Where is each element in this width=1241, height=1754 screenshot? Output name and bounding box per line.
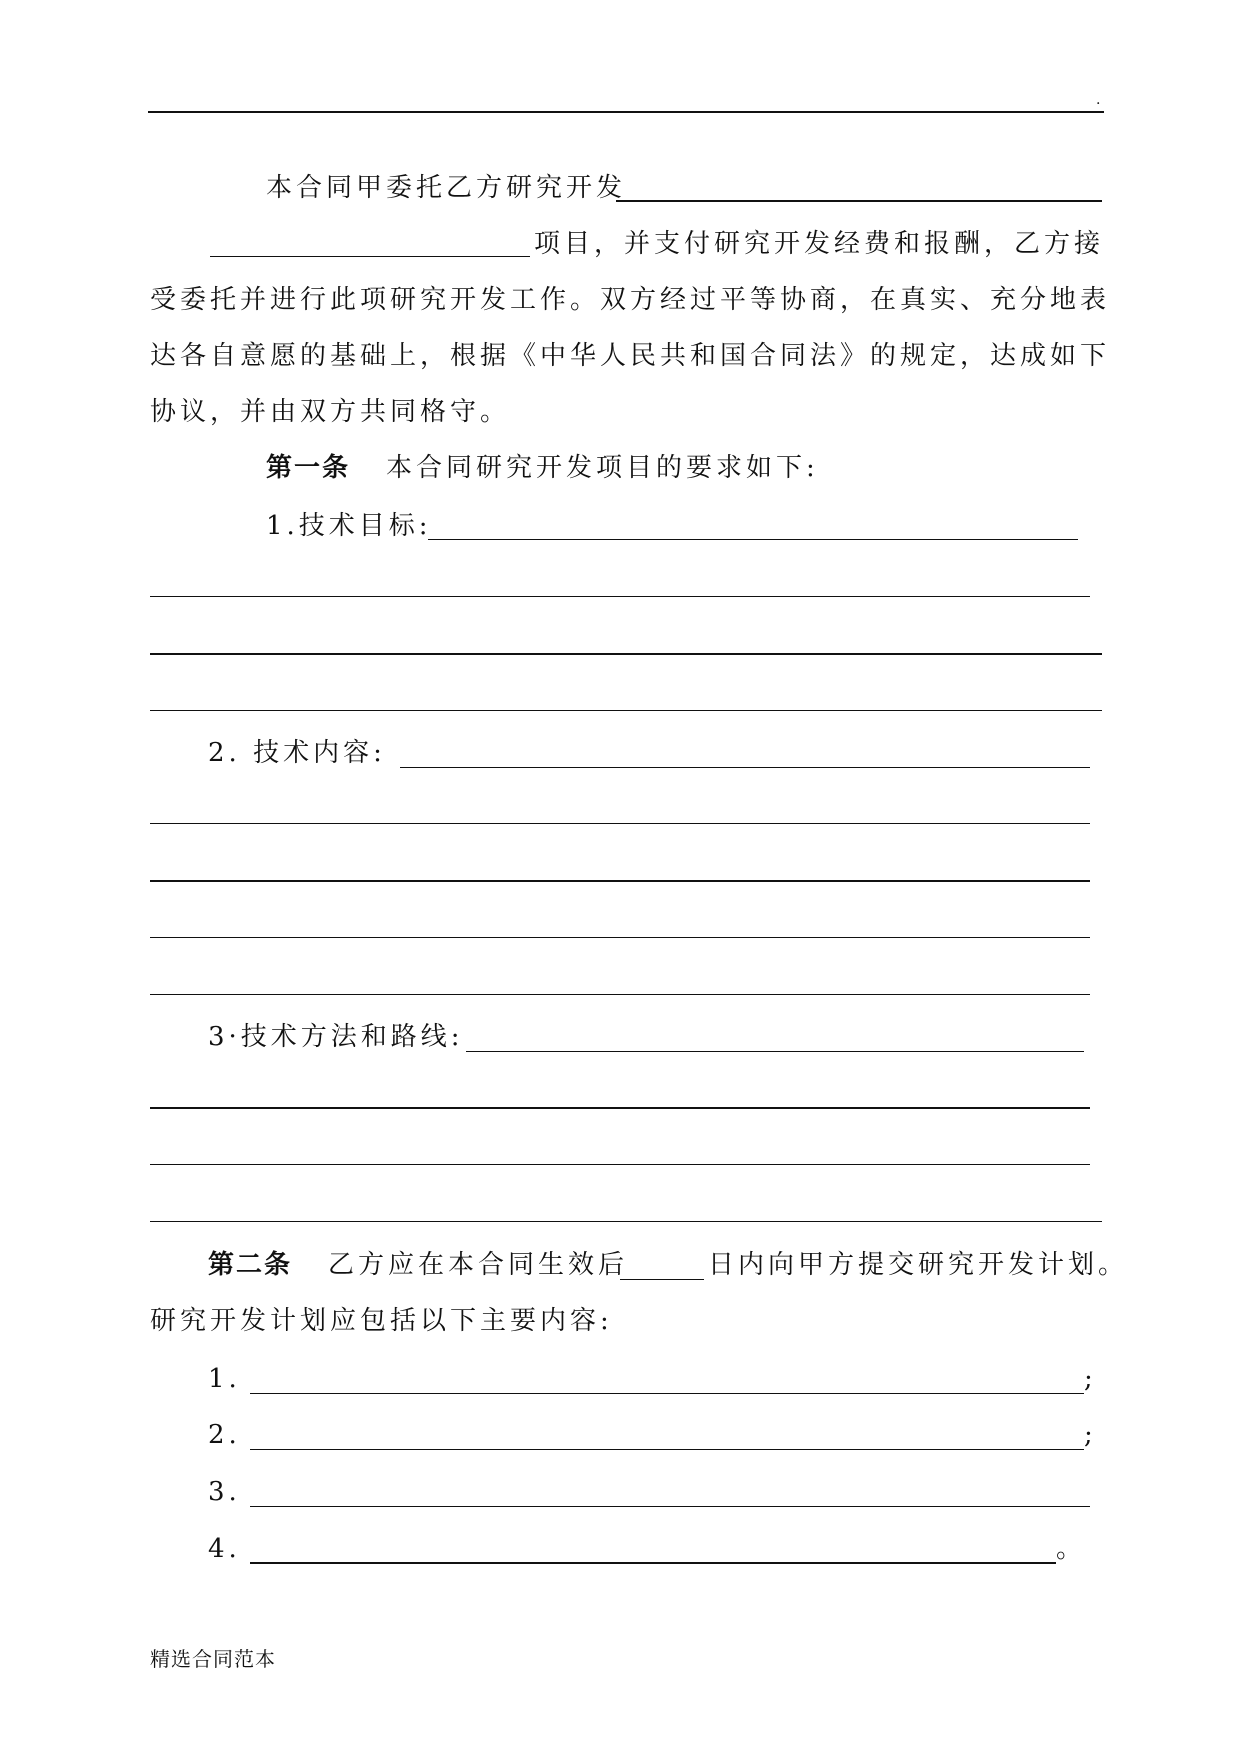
plan-item-1-num: 1.: [208, 1364, 241, 1394]
blank-tech-goal-2[interactable]: [150, 596, 1090, 597]
intro-line-3: 受委托并进行此项研究开发工作。双方经过平等协商，在真实、充分地表: [150, 285, 1111, 315]
item3-label: 3·技术方法和路线:: [208, 1022, 464, 1052]
blank-project-name-2[interactable]: [210, 256, 530, 257]
plan-item-2-num: 2.: [208, 1420, 241, 1450]
article2-text-after: 日内向甲方提交研究开发计划。: [708, 1250, 1129, 1280]
header-mark: .: [1096, 92, 1101, 108]
article2-heading: 第二条: [208, 1250, 293, 1280]
blank-tech-goal-4[interactable]: [150, 710, 1102, 711]
blank-tech-content-2[interactable]: [150, 823, 1090, 824]
article2-text-before: 乙方应在本合同生效后: [328, 1250, 629, 1280]
blank-tech-content-1[interactable]: [400, 767, 1090, 768]
blank-plan-item-3[interactable]: [250, 1506, 1090, 1507]
blank-days[interactable]: [620, 1279, 704, 1280]
intro-line-4: 达各自意愿的基础上，根据《中华人民共和国合同法》的规定，达成如下: [150, 341, 1111, 371]
article1-text: 本合同研究开发项目的要求如下:: [386, 453, 819, 483]
blank-tech-goal-1[interactable]: [428, 539, 1078, 540]
blank-plan-item-4[interactable]: [250, 1562, 1056, 1564]
item1-label: 1.技术目标:: [266, 511, 432, 541]
footer-text: 精选合同范本: [150, 1647, 276, 1671]
blank-tech-goal-3[interactable]: [150, 653, 1102, 655]
blank-plan-item-1[interactable]: [250, 1393, 1084, 1394]
blank-tech-content-3[interactable]: [150, 880, 1090, 882]
blank-tech-method-1[interactable]: [466, 1051, 1084, 1052]
intro-line-5: 协议，并由双方共同格守。: [150, 397, 511, 427]
plan-item-4-end: 。: [1056, 1534, 1087, 1564]
blank-tech-content-4[interactable]: [150, 937, 1090, 938]
blank-tech-method-3[interactable]: [150, 1164, 1090, 1165]
blank-tech-method-4[interactable]: [150, 1221, 1102, 1222]
blank-tech-method-2[interactable]: [150, 1107, 1090, 1109]
intro-line-1: 本合同甲委托乙方研究开发: [266, 173, 627, 203]
plan-item-4-num: 4.: [208, 1534, 241, 1564]
blank-project-name-1[interactable]: [616, 200, 1102, 202]
intro-line-2: 项目，并支付研究开发经费和报酬，乙方接: [534, 229, 1105, 259]
article2-line-2: 研究开发计划应包括以下主要内容:: [150, 1306, 613, 1336]
plan-item-2-end: ;: [1084, 1420, 1097, 1450]
header-rule: [148, 111, 1104, 113]
plan-item-3-num: 3.: [208, 1477, 241, 1507]
blank-tech-content-5[interactable]: [150, 994, 1090, 995]
item2-label: 2. 技术内容:: [208, 738, 386, 768]
article1-heading: 第一条: [266, 453, 351, 483]
plan-item-1-end: ;: [1084, 1364, 1097, 1394]
blank-plan-item-2[interactable]: [250, 1449, 1084, 1450]
